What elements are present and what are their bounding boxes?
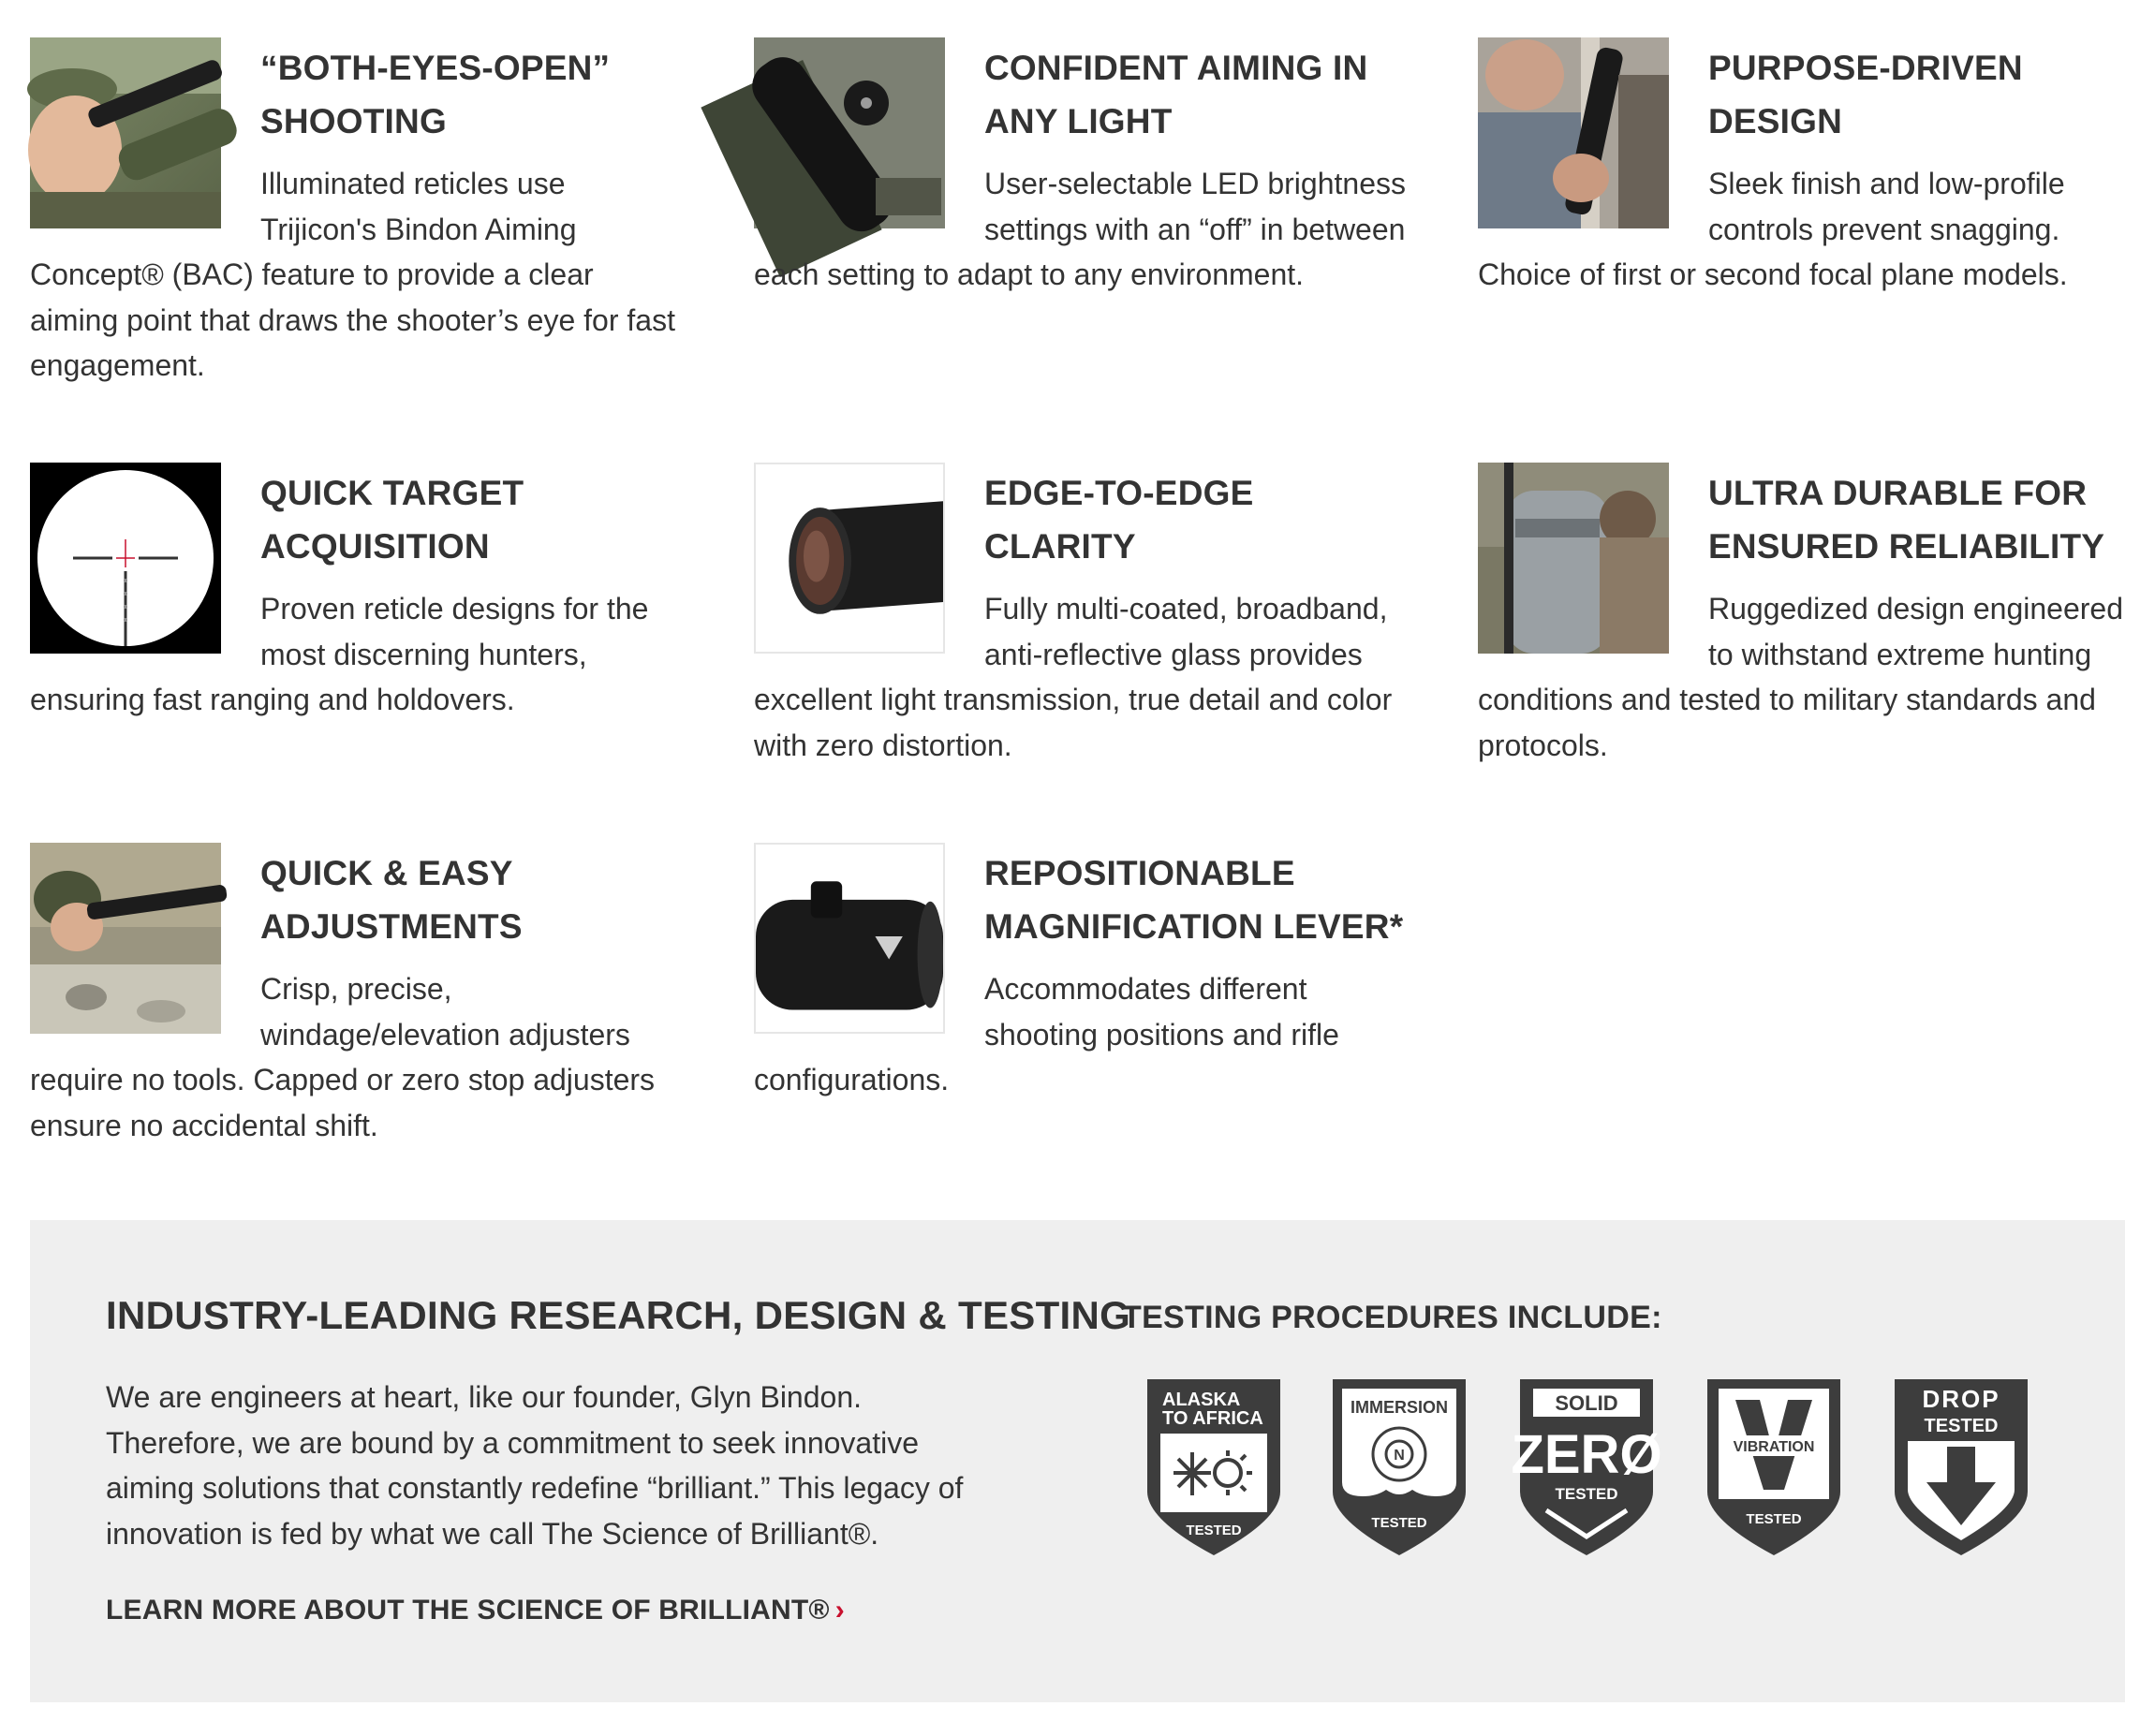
research-panel	[30, 1220, 2125, 1702]
feature-description: Ruggedized design engineered to withstand extreme hunting conditions and tested to military standards and protocols.	[1478, 592, 2124, 762]
badge-bottom: TESTED	[1555, 1485, 1618, 1503]
feature-edge-to-edge	[754, 463, 1410, 768]
feature-description: User-selectable LED brightness settings with an “off” in between each setting to adapt to any environment.	[754, 167, 1406, 291]
research-title: INDUSTRY-LEADING RESEARCH, DESIGN & TESTING	[106, 1293, 1131, 1337]
badge-line: ZERØ	[1511, 1424, 1662, 1485]
alaska-to-africa-badge	[1147, 1379, 1280, 1555]
immersion-badge	[1333, 1379, 1466, 1555]
reticle-icon	[30, 463, 221, 654]
feature-both-eyes-open	[30, 37, 686, 389]
feature-title: REPOSITIONABLE MAGNIFICATION LEVER*	[984, 854, 1404, 946]
scope-illumination-dial-image	[754, 37, 945, 228]
feature-quick-target	[30, 463, 686, 723]
feature-description: Accommodates different shooting positions and rifle configurations.	[754, 972, 1339, 1096]
feature-magnification-lever	[754, 843, 1410, 1103]
hunter-with-scope-icon	[1478, 37, 1669, 228]
feature-description: Proven reticle designs for the most discerning hunters, ensuring fast ranging and holdovers.	[30, 592, 649, 716]
vibration-badge	[1707, 1379, 1840, 1555]
badge-line: SOLID	[1555, 1391, 1618, 1415]
research-body: We are engineers at heart, like our founder, Glyn Bindon. Therefore, we are bound by a commitment to seek innovative aiming solutions that constantly redefine “brilliant.” This legacy of innovation is fed by what we call The Science of Brilliant®.	[106, 1380, 964, 1551]
feature-ultra-durable	[1478, 463, 2133, 768]
hunter-backpack-image	[1478, 463, 1669, 654]
hunter-with-scope-image	[1478, 37, 1669, 228]
feature-title: “BOTH-EYES-OPEN” SHOOTING	[260, 49, 611, 140]
badge-line: DROP	[1922, 1385, 2000, 1413]
feature-confident-aiming	[754, 37, 1410, 298]
badge-center: N	[1394, 1448, 1405, 1464]
feature-title: QUICK TARGET ACQUISITION	[260, 474, 524, 566]
badge-line: IMMERSION	[1350, 1398, 1449, 1417]
badge-bottom: TESTED	[1186, 1523, 1242, 1538]
feature-title: CONFIDENT AIMING IN ANY LIGHT	[984, 49, 1368, 140]
feature-purpose-driven	[1478, 37, 2133, 298]
scope-objective-lens-icon	[756, 464, 943, 652]
hunter-aiming-rifle-image	[30, 37, 221, 228]
scope-magnification-lever-image	[754, 843, 945, 1034]
feature-description: Crisp, precise, windage/elevation adjusters require no tools. Capped or zero stop adjusters ensure no accidental shift.	[30, 972, 656, 1142]
badge-line: ALASKA	[1162, 1390, 1241, 1410]
scope-illumination-dial-icon	[754, 37, 945, 228]
hunter-prone-camo-image	[30, 843, 221, 1034]
testing-title: TESTING PROCEDURES INCLUDE:	[1122, 1300, 1662, 1335]
learn-more-label: LEARN MORE ABOUT THE SCIENCE OF BRILLIANT®	[106, 1595, 830, 1626]
drop-badge	[1895, 1379, 2028, 1555]
hunter-aiming-rifle-icon	[30, 37, 221, 228]
feature-title: PURPOSE-DRIVEN DESIGN	[1708, 49, 2023, 140]
testing-badges	[1147, 1379, 2037, 1567]
scope-objective-lens-image	[754, 463, 945, 654]
feature-description: Fully multi-coated, broadband, anti-reflective glass provides excellent light transmission, true detail and color with zero distortion.	[754, 592, 1393, 762]
feature-quick-adjustments	[30, 843, 686, 1148]
badge-bottom: TESTED	[1746, 1511, 1802, 1527]
solid-zero-badge	[1511, 1379, 1662, 1555]
feature-title: EDGE-TO-EDGE CLARITY	[984, 474, 1254, 566]
feature-title: QUICK & EASY ADJUSTMENTS	[260, 854, 523, 946]
feature-description: Illuminated reticles use Trijicon's Bindon Aiming Concept® (BAC) feature to provide a clear aiming point that draws the shooter’s eye for fast engagement.	[30, 167, 675, 382]
reticle-image	[30, 463, 221, 654]
badge-line: TESTED	[1924, 1416, 1999, 1436]
hunter-prone-camo-icon	[30, 843, 221, 1034]
chevron-right-icon: ›	[834, 1595, 845, 1626]
feature-description: Sleek finish and low-profile controls prevent snagging. Choice of first or second focal plane models.	[1478, 167, 2068, 291]
badge-line: VIBRATION	[1733, 1439, 1815, 1455]
feature-title: ULTRA DURABLE FOR ENSURED RELIABILITY	[1708, 474, 2105, 566]
hunter-backpack-icon	[1478, 463, 1669, 654]
badge-line: TO AFRICA	[1162, 1408, 1263, 1429]
learn-more-link[interactable]	[106, 1595, 845, 1626]
badge-bottom: TESTED	[1371, 1515, 1427, 1531]
scope-magnification-lever-icon	[756, 845, 943, 1032]
